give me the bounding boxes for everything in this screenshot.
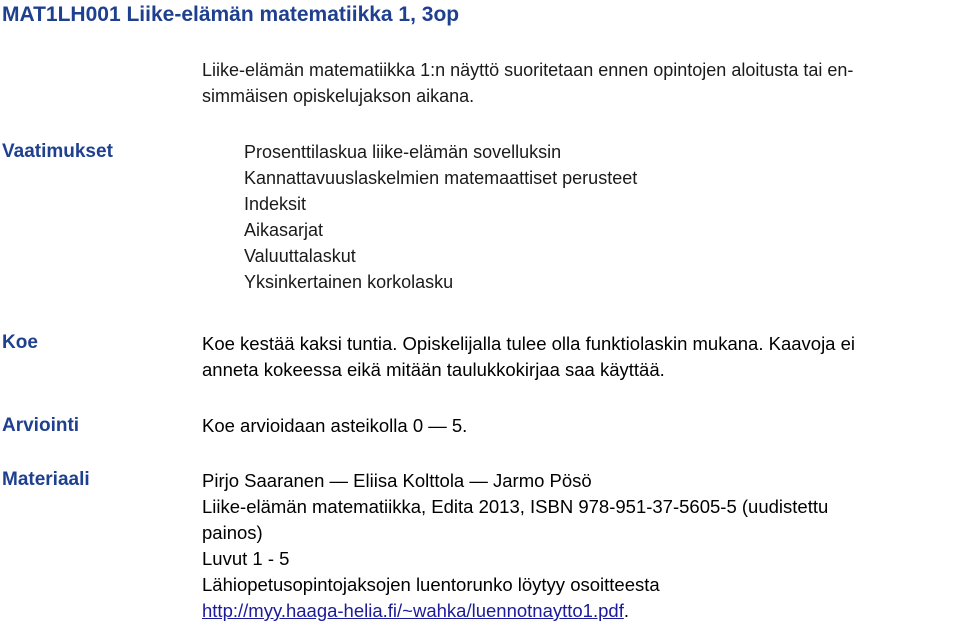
intro-text: [202, 57, 952, 109]
requirement-item: Kannattavuuslaskelmien matemaattiset perusteet: [244, 168, 638, 188]
link-suffix: .: [623, 600, 629, 621]
requirement-item: Yksinkertainen korkolasku: [244, 272, 454, 292]
material-book-line-2: painos): [202, 522, 263, 543]
requirements-list: [244, 139, 960, 295]
requirement-item: Aikasarjat: [244, 220, 324, 240]
material-chapters: Luvut 1 - 5: [202, 548, 290, 569]
material-book-line-1: Liike-elämän matematiikka, Edita 2013, ISBN 978-951-37-5605-5 (uudistettu: [202, 496, 829, 517]
requirement-item: Valuuttalaskut: [244, 246, 356, 266]
requirements-label: Vaatimukset: [2, 141, 113, 162]
exam-text: [202, 331, 952, 383]
course-title: MAT1LH001 Liike-elämän matematiikka 1, 3op: [2, 3, 460, 26]
lecture-notes-link[interactable]: http://myy.haaga-helia.fi/~wahka/luennotnaytto1.pdf: [202, 600, 624, 621]
requirement-item: Indeksit: [244, 194, 307, 214]
material-link-line: [202, 598, 952, 624]
material-notes-text: Lähiopetusopintojaksojen luentorunko löytyy osoitteesta: [202, 574, 660, 595]
exam-label: Koe: [2, 332, 38, 353]
material-authors: Pirjo Saaranen — Eliisa Kolttola — Jarmo Pösö: [202, 470, 592, 491]
grading-label: Arviointi: [2, 415, 80, 436]
material-label: Materiaali: [2, 469, 90, 490]
exam-line-2: anneta kokeessa eikä mitään taulukkokirjaa saa käyttää.: [202, 359, 665, 380]
grading-text: Koe arvioidaan asteikolla 0 — 5.: [202, 415, 468, 436]
material-text: [202, 468, 952, 624]
requirement-item: Prosenttilaskua liike-elämän sovelluksin: [244, 142, 562, 162]
intro-line-2: simmäisen opiskelujakson aikana.: [202, 86, 475, 106]
exam-line-1: Koe kestää kaksi tuntia. Opiskelijalla tulee olla funktiolaskin mukana. Kaavoja ei: [202, 333, 856, 354]
intro-line-1: Liike-elämän matematiikka 1:n näyttö suoritetaan ennen opintojen aloitusta tai en-: [202, 60, 854, 80]
